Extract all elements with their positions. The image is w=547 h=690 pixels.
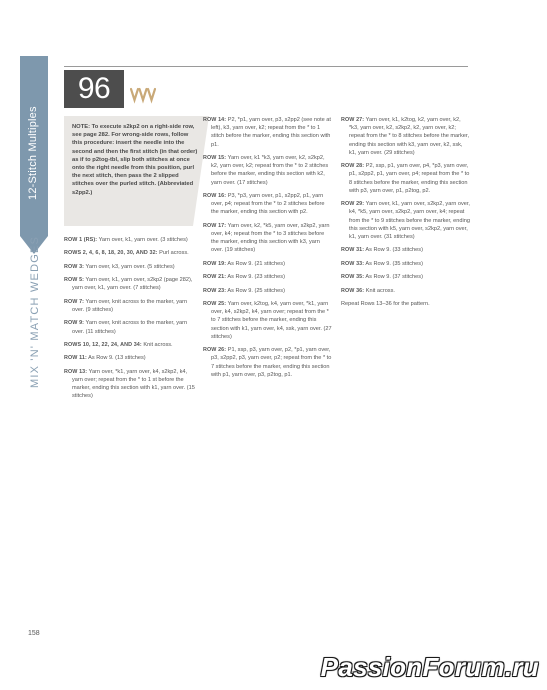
instruction-row [341,200,471,241]
row-text: As Row 9. (37 stitches) [364,274,423,281]
row-text: P2, *p1, yarn over, p3, s2pp2 (see note at left), k3, yarn over, k2; repeat from the * to 1 stitch before the marker, ending this section with p1. [211,117,331,148]
row-text: Yarn over, knit across to the marker, yarn over. (11 stitches) [72,320,188,335]
row-label: ROW 27: [341,117,365,123]
row-label: ROW 36: [341,287,365,294]
instruction-row [341,260,471,268]
instruction-row [203,116,333,149]
row-label: ROW 3: [64,263,85,270]
instruction-row [203,346,333,379]
instruction-row [203,260,333,268]
instruction-row [64,249,198,257]
row-label: ROW 14: [203,117,227,123]
row-text: Purl across. [157,250,189,257]
instruction-row [203,300,333,341]
instructions-column-2 [203,116,333,384]
instruction-row [203,154,333,187]
instruction-row [341,162,471,195]
row-label: ROW 33: [341,260,365,267]
row-text: Yarn over, k1, k2tog, k2, yarn over, k2, *k3, yarn over, k2, s2kp2, k2, yarn over, k2; repeat from the * to 8 stitches before the marker, ending this section with k3, yarn over, k2, ssk, k1, yarn over. (29 stitches) [349,117,470,156]
row-text: Yarn over, knit across to the marker, yarn over. (9 stitches) [72,298,188,313]
instruction-row [341,116,471,157]
page-number: 158 [28,630,40,637]
row-label: ROW 26: [203,347,227,354]
row-label: ROW 23: [203,287,227,294]
row-label: ROW 16: [203,193,227,199]
row-label: ROW 35: [341,274,365,281]
row-label: ROW 13: [64,368,88,375]
row-text: As Row 9. (25 stitches) [226,287,285,294]
instruction-row [64,276,198,292]
instruction-row [64,236,198,244]
row-label: ROW 21: [203,274,227,281]
row-label: ROW 25: [203,300,227,307]
row-text: Yarn over, k1, yarn over. (3 stitches) [97,237,188,243]
row-label: ROW 31: [341,247,365,254]
instruction-row [203,273,333,281]
instruction-row [203,287,333,295]
repeat-instruction: Repeat Rows 13–36 for the pattern. [341,300,430,307]
pattern-number: 96 [64,70,124,108]
row-text: Knit across. [141,341,173,348]
sidebar-multiples-label: 12-Stitch Multiples [27,106,39,200]
instruction-row [64,263,198,271]
instructions-column-1 [64,236,198,406]
instruction-row [341,287,471,295]
row-text: Yarn over, k1 *k3, yarn over, k2, s2kp2, k2, yarn over, k2; repeat from the * to 2 stitches before the marker, ending this section with k2, yarn over. (17 stitches) [211,155,329,186]
row-label: ROW 29: [341,201,365,208]
row-label: ROW 11: [64,355,87,362]
sidebar-section-label: MIX 'N' MATCH WEDGES [29,235,41,388]
row-text: Yarn over, k1, yarn over, s2kp2 (page 282), yarn over, k1, yarn over. (7 stitches) [72,277,193,292]
row-text: P1, ssp, p3, yarn over, p2, *p1, yarn over, p3, s2pp2, p3, yarn over, p2; repeat from the * to 7 stitches before the marker, ending this section with p1, yarn over, p3, p2tog, p1. [211,347,332,378]
row-label: ROW 7: [64,298,85,305]
instruction-row [341,273,471,281]
instruction-row [64,341,198,349]
row-label: ROW 1 (RS): [64,237,98,243]
row-text: Yarn over, k2, *k5, yarn over, s2kp2, yarn over, k4; repeat from the * to 3 stitches before the marker, ending this section with k3, yarn over. (19 stitches) [211,222,330,254]
instruction-row [203,192,333,217]
instruction-row [64,319,198,335]
row-text: As Row 9. (23 stitches) [226,274,285,281]
header-rule [64,66,468,67]
instruction-row [64,354,198,362]
row-label: ROW 19: [203,260,227,267]
instructions-column-3 [341,116,471,308]
row-text: P3, *p3, yarn over, p1, s2pp2, p1, yarn over, p4; repeat from the * to 2 stitches before the marker, ending this section with p2. [211,193,325,216]
watermark: PassionForum.ru [320,652,539,682]
row-text: As Row 9. (33 stitches) [364,247,423,254]
row-text: As Row 9. (13 stitches) [86,355,146,362]
instruction-row [341,246,471,254]
note-text: NOTE: To execute s2kp2 on a right-side row, see page 282. For wrong-side rows, follow this procedure: insert the needle into the second and then the first stitch (in that order) as if to p2tog-tbl, slip both stitches at once onto the right needle from this position, purl the next stitch, then pass the 2 slipped stitches over the purled stitch. (Abbreviated s2pp2.) [72,124,198,196]
row-label: ROW 15: [203,155,227,161]
row-label: ROWS 2, 4, 6, 8, 18, 20, 30, AND 32: [64,250,158,257]
row-text: As Row 9. (35 stitches) [364,260,423,267]
instruction-row [64,368,198,401]
row-text: Yarn over, *k1, yarn over, k4, s2kp2, k4, yarn over; repeat from the * to 1 st before the marker, ending this section with k1, yarn over. (15 stitches) [72,368,195,400]
wedge-motif-icon [130,86,156,104]
row-text: P2, ssp, p1, yarn over, p4, *p3, yarn over, p1, s2pp2, p1, yarn over, p4; repeat from the * to 8 stitches before the marker, ending this section with p3, yarn over, p1, p2tog, p2. [349,163,470,194]
row-text: Yarn over, k3, yarn over. (5 stitches) [84,263,175,270]
row-label: ROW 5: [64,277,85,284]
row-text: As Row 9. (21 stitches) [226,260,285,267]
instruction-row [203,222,333,255]
row-text: Yarn over, k2tog, k4, yarn over, *k1, yarn over, k4, s2kp2, k4, yarn over; repeat from the * to 7 stitches before the marker, ending this section with k1, yarn over, k4, ssk, yarn over. (27 stitches) [211,300,332,340]
instruction-row [64,298,198,314]
row-label: ROW 17: [203,222,227,229]
row-label: ROW 9: [64,320,85,327]
row-text: Knit across. [364,287,395,294]
row-label: ROW 28: [341,163,365,170]
row-text: Yarn over, k1, yarn over, s2kp2, yarn over, k4, *k5, yarn over, s2kp2, yarn over, k4; repeat from the * to 9 stitches before the marker, ending this section with k5, yarn over, s2kp2, yarn over, k1, yarn over. (31 stitches) [349,201,470,241]
row-label: ROWS 10, 12, 22, 24, AND 34: [64,341,142,348]
